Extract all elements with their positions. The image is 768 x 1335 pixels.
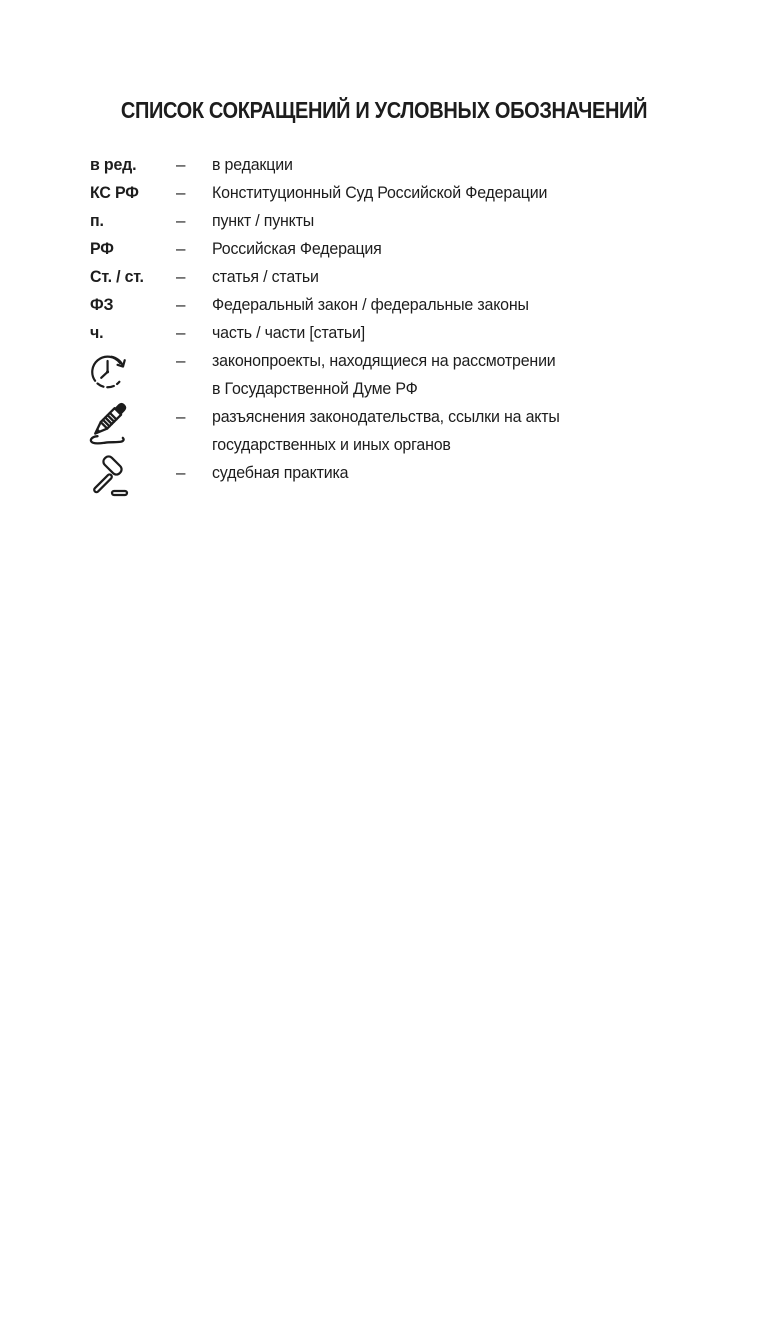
separator-dash: –	[176, 267, 186, 286]
abbreviation-term: ФЗ	[90, 295, 114, 314]
abbreviation-definition	[212, 235, 682, 263]
separator-dash: –	[176, 295, 186, 314]
symbol-row	[90, 347, 682, 403]
separator-dash: –	[176, 463, 186, 482]
abbreviation-definition	[212, 319, 682, 347]
symbol-definition	[212, 459, 682, 487]
abbreviation-term: Ст. / ст.	[90, 267, 144, 286]
symbol-row	[90, 403, 682, 459]
symbol-definition	[212, 347, 682, 403]
definition-line: разъяснения законодательства, ссылки на акты	[212, 407, 560, 426]
definition-line: Конституционный Суд Российской Федерации	[212, 183, 548, 202]
abbreviation-definition	[212, 263, 682, 291]
abbreviation-definition	[212, 151, 682, 179]
symbol-definition	[212, 403, 682, 459]
abbreviation-row	[90, 179, 682, 207]
definition-line: Российская Федерация	[212, 239, 382, 258]
definition-line: государственных и иных органов	[212, 435, 451, 454]
definition-line: в Государственной Думе РФ	[212, 379, 418, 398]
symbol-cell	[90, 403, 176, 450]
gavel-icon	[86, 450, 134, 500]
definition-line: часть / части [статьи]	[212, 323, 366, 342]
abbreviation-row	[90, 291, 682, 319]
abbreviation-row	[90, 207, 682, 235]
abbreviation-row	[90, 151, 682, 179]
definition-line: в редакции	[212, 155, 293, 174]
definition-line: статья / статьи	[212, 267, 319, 286]
clock-history-icon	[86, 347, 132, 393]
separator-dash: –	[176, 183, 186, 202]
separator-dash: –	[176, 407, 186, 426]
separator-dash: –	[176, 155, 186, 174]
definition-line: судебная практика	[212, 463, 349, 482]
abbreviation-term: КС РФ	[90, 183, 139, 202]
symbol-row	[90, 459, 682, 500]
abbreviation-definition	[212, 207, 682, 235]
separator-dash: –	[176, 239, 186, 258]
abbreviation-term: п.	[90, 211, 104, 230]
abbreviation-term: в ред.	[90, 155, 137, 174]
abbreviation-definition	[212, 291, 682, 319]
pencil-signature-icon	[86, 398, 132, 450]
abbreviation-definition	[212, 179, 682, 207]
book-page	[0, 94, 768, 1335]
separator-dash: –	[176, 351, 186, 370]
definition-line: пункт / пункты	[212, 211, 315, 230]
separator-dash: –	[176, 323, 186, 342]
abbreviation-list	[90, 151, 682, 500]
abbreviation-row	[90, 235, 682, 263]
definition-line: законопроекты, находящиеся на рассмотрении	[212, 351, 556, 370]
abbreviation-term: РФ	[90, 239, 114, 258]
symbol-cell	[90, 347, 176, 393]
definition-line: Федеральный закон / федеральные законы	[212, 295, 529, 314]
symbol-cell	[90, 459, 176, 500]
separator-dash: –	[176, 211, 186, 230]
page-title: СПИСОК СОКРАЩЕНИЙ И УСЛОВНЫХ ОБОЗНАЧЕНИЙ	[120, 97, 648, 123]
abbreviation-term: ч.	[90, 323, 104, 342]
abbreviation-row	[90, 263, 682, 291]
abbreviation-row	[90, 319, 682, 347]
